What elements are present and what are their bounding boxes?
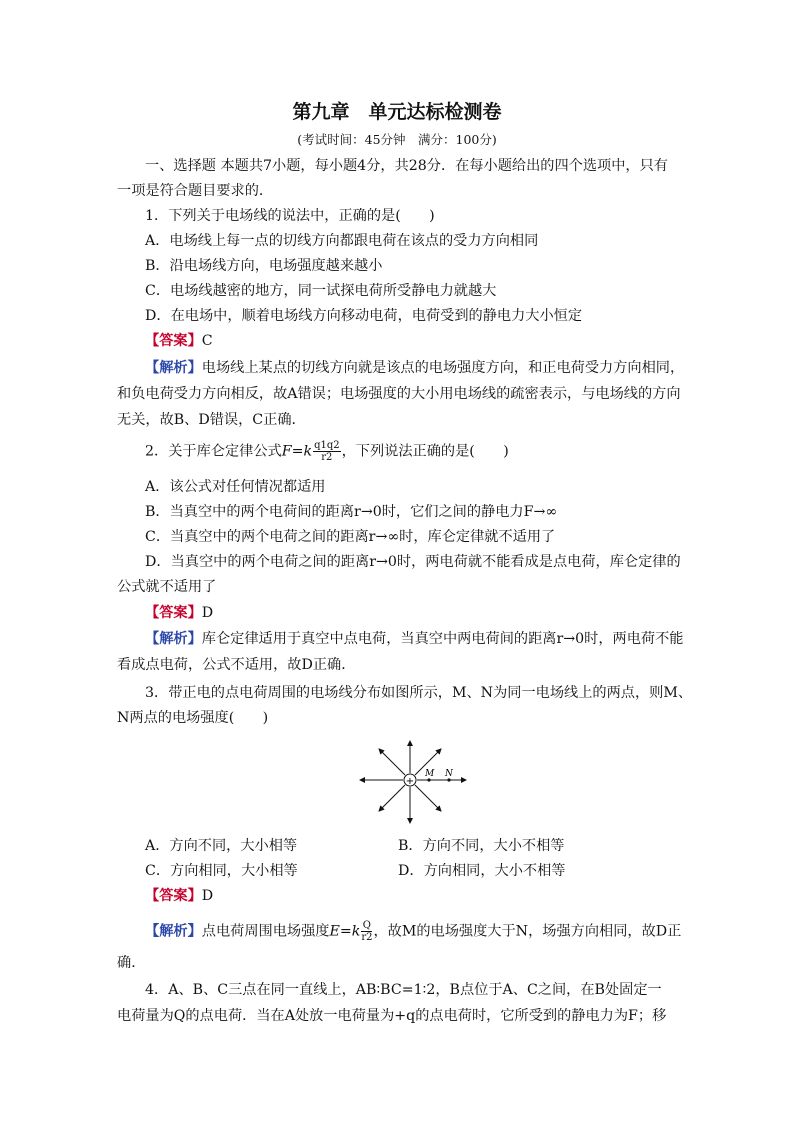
question-1-analysis-cont: 和负电荷受力方向相反，故A错误；电场强度的大小用电场线的疏密表示，与电场线的方向 bbox=[117, 386, 681, 402]
answer-tag: 【答案】 bbox=[145, 333, 202, 349]
page-title: 第九章 单元达标检测卷 bbox=[292, 101, 502, 123]
question-1-stem: 1．下列关于电场线的说法中，正确的是( ) bbox=[145, 208, 435, 224]
question-2-option-a: A．该公式对任何情况都适用 bbox=[145, 479, 326, 495]
question-1-option-d: D．在电场中，顺着电场线方向移动电荷，电荷受到的静电力大小恒定 bbox=[145, 308, 583, 324]
question-2-stem bbox=[145, 440, 509, 463]
answer-value: D bbox=[201, 605, 214, 621]
question-3-option-d: D．方向相同，大小不相等 bbox=[398, 863, 566, 879]
field-lines-figure bbox=[358, 740, 468, 824]
question-3-stem-cont: N两点的电场强度( ) bbox=[117, 710, 269, 726]
question-3-analysis bbox=[145, 920, 681, 943]
question-3-option-b: B．方向不同，大小不相等 bbox=[398, 838, 565, 854]
analysis-tag: 【解析】 bbox=[145, 923, 202, 940]
analysis-tag: 【解析】 bbox=[145, 631, 202, 647]
question-1-analysis bbox=[145, 358, 684, 378]
answer-value: D bbox=[201, 888, 214, 904]
exam-info: (考试时间：45分钟 满分：100分) bbox=[297, 132, 497, 147]
question-2-option-b: B．当真空中的两个电荷间的距离r→0时，它们之间的静电力F→∞ bbox=[145, 504, 558, 520]
formula-numerator: q1q2 bbox=[314, 440, 340, 451]
question-1-option-b: B．沿电场线方向，电场强度越来越小 bbox=[145, 258, 383, 274]
section-heading: 一、选择题 本题共7小题，每小题4分，共28分．在每小题给出的四个选项中，只有 bbox=[145, 158, 668, 174]
question-1-option-a: A．电场线上每一点的切线方向都跟电荷在该点的受力方向相同 bbox=[145, 233, 539, 249]
analysis-text: 点电荷周围电场强度 bbox=[201, 923, 330, 940]
answer-tag: 【答案】 bbox=[145, 888, 202, 904]
answer-value: C bbox=[201, 333, 213, 349]
analysis-text: ，故M的电场强度大于N，场强方向相同，故D正 bbox=[373, 923, 682, 940]
question-4-stem-cont: 电荷量为Q的点电荷．当在A处放一电荷量为+q的点电荷时，它所受到的静电力为F；移 bbox=[117, 1008, 667, 1024]
stem-text: ，下列说法正确的是( ) bbox=[341, 443, 509, 460]
formula-numerator: Q bbox=[362, 920, 371, 931]
electric-field-diagram bbox=[358, 740, 468, 828]
question-3-answer bbox=[145, 886, 213, 906]
analysis-tag: 【解析】 bbox=[145, 360, 202, 376]
question-3-analysis-cont: 确． bbox=[117, 955, 146, 971]
question-4-stem: 4．A、B、C三点在同一直线上，AB∶BC=1∶2，B点位于A、C之间，在B处固定一 bbox=[145, 982, 662, 998]
formula-lhs: E=k bbox=[329, 923, 361, 940]
point-m-label: M bbox=[425, 769, 435, 779]
point-n-label: N bbox=[445, 769, 453, 779]
formula-lhs: F=k bbox=[281, 443, 313, 460]
section-heading-cont: 一项是符合题目要求的． bbox=[117, 183, 274, 199]
charge-sign: + bbox=[405, 776, 415, 787]
analysis-text: 电场线上某点的切线方向就是该点的电场强度方向，和正电荷受力方向相同， bbox=[201, 360, 685, 376]
analysis-text: 库仑定律适用于真空中点电荷，当真空中两电荷间的距离r→0时，两电荷不能 bbox=[201, 631, 684, 647]
question-3-option-a: A．方向不同，大小相等 bbox=[145, 838, 298, 854]
coulomb-formula-fraction bbox=[313, 440, 341, 463]
field-formula-fraction bbox=[361, 920, 372, 943]
question-1-answer bbox=[145, 331, 213, 351]
question-2-option-c: C．当真空中的两个电荷之间的距离r→∞时，库仑定律就不适用了 bbox=[145, 529, 556, 545]
answer-tag: 【答案】 bbox=[145, 605, 202, 621]
question-1-analysis-cont: 无关，故B、D错误，C正确． bbox=[117, 412, 306, 428]
question-2-option-d-cont: 公式就不适用了 bbox=[117, 579, 217, 595]
question-2-analysis-cont: 看成点电荷，公式不适用，故D正确． bbox=[117, 657, 356, 673]
question-3-option-c: C．方向相同，大小相等 bbox=[145, 863, 298, 879]
formula-denominator: r2 bbox=[321, 452, 333, 463]
formula-denominator: r2 bbox=[361, 932, 373, 943]
question-2-option-d: D．当真空中的两个电荷之间的距离r→0时，两电荷就不能看成是点电荷，库仑定律的 bbox=[145, 554, 681, 570]
question-3-stem: 3．带正电的点电荷周围的电场线分布如图所示，M、N为同一电场线上的两点，则M、 bbox=[145, 685, 693, 701]
question-2-answer bbox=[145, 603, 213, 623]
stem-text: 2．关于库仑定律公式 bbox=[145, 443, 282, 460]
question-2-analysis bbox=[145, 629, 683, 649]
question-1-option-c: C．电场线越密的地方，同一试探电荷所受静电力就越大 bbox=[145, 283, 497, 299]
